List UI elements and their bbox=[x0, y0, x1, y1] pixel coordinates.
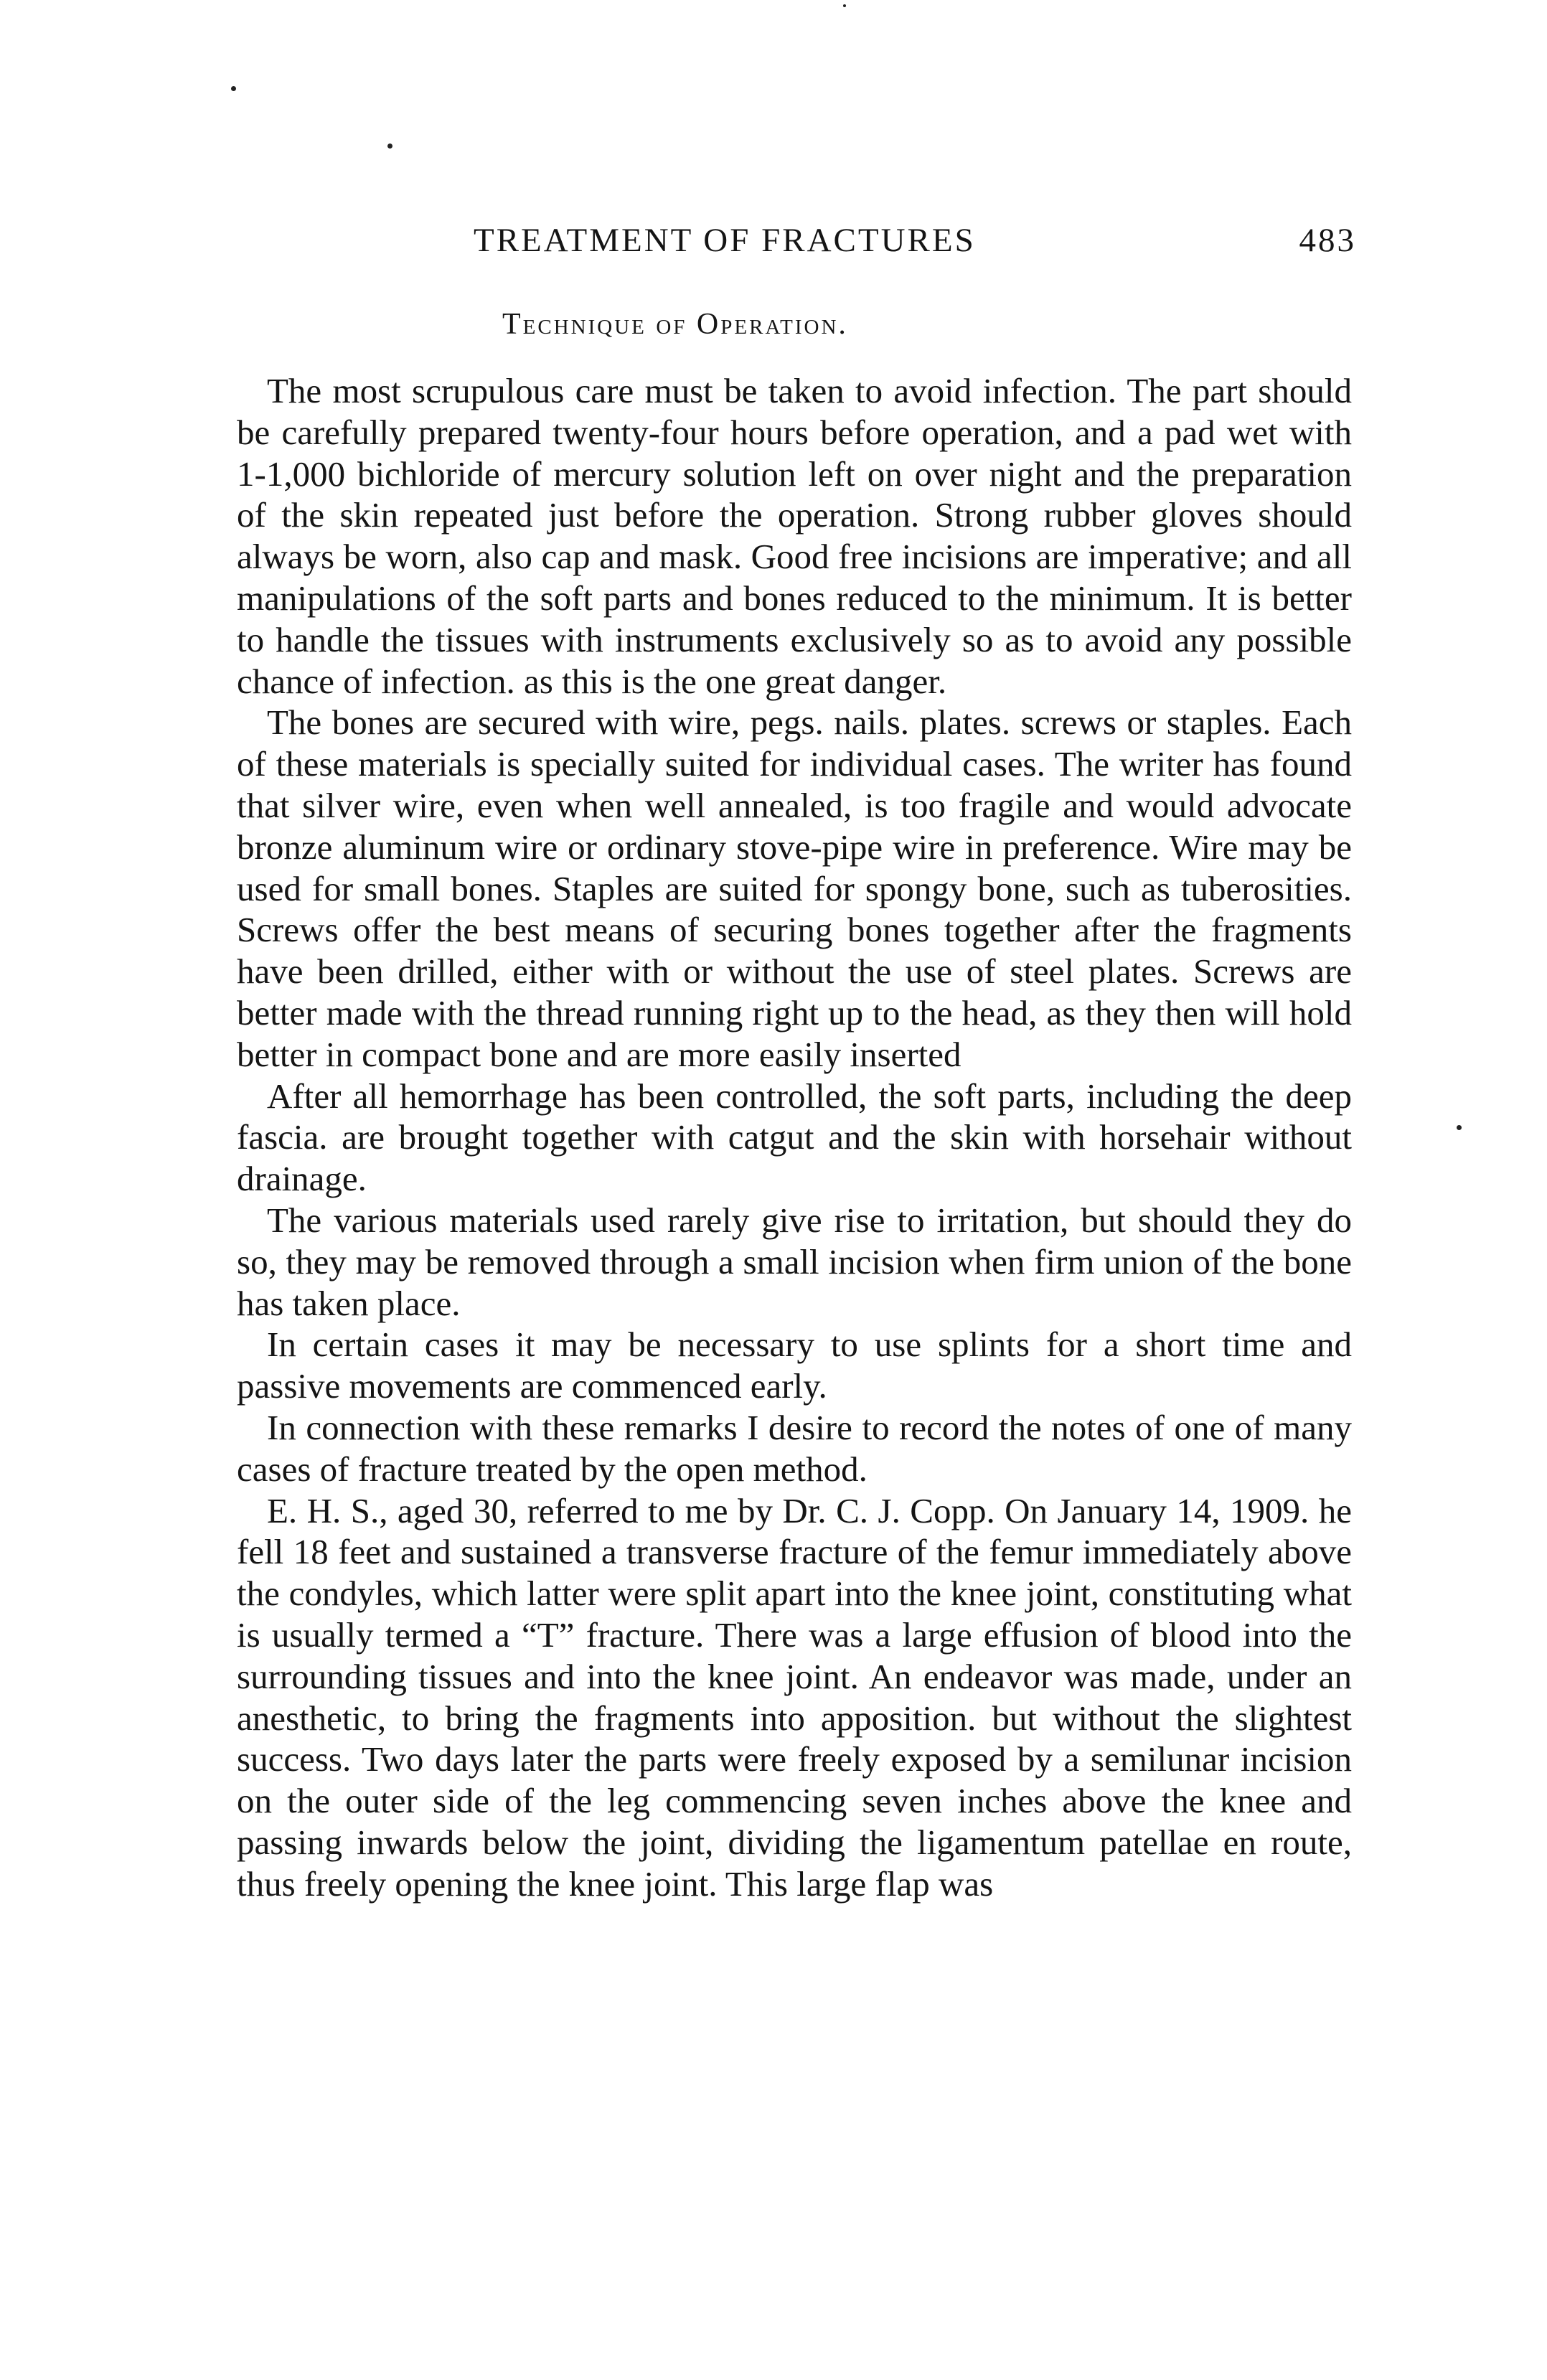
ink-speck bbox=[387, 144, 392, 149]
paragraph: E. H. S., aged 30, referred to me by Dr. C. J. Copp. On January 14, 1909. he fell 18 feet and sustained a transverse fracture of the femur immediately above the condyles, which latter were split apart into the knee joint, constituting what is usually termed a “T” fracture. There was a large effusion of blood into the surrounding tissues and into the knee joint. An endeavor was made, under an anesthetic, to bring the fragments into apposition. but without the slightest success. Two days later the parts were freely exposed by a semilunar incision on the outer side of the leg commencing seven inches above the knee and passing inwards below the joint, dividing the ligamentum patellae en route, thus freely opening the knee joint. This large flap was bbox=[237, 1490, 1352, 1904]
running-head bbox=[237, 221, 1356, 278]
paragraph: After all hemorrhage has been controlled, the soft parts, including the deep fascia. are brought together with catgut and the skin with horsehair without drainage. bbox=[237, 1076, 1352, 1199]
ink-speck bbox=[843, 4, 846, 7]
paragraph: The various materials used rarely give rise to irritation, but should they do so, they may be removed through a small incision when firm union of the bone has taken place. bbox=[237, 1200, 1352, 1323]
paragraph: In connection with these remarks I desire to record the notes of one of many cases of fracture treated by the open method. bbox=[237, 1407, 1352, 1489]
section-heading: Technique of Operation. bbox=[502, 308, 848, 341]
body-text bbox=[237, 370, 1352, 1904]
paragraph: The bones are secured with wire, pegs. nails. plates. screws or staples. Each of these materials is specially suited for individual cases. The writer has found that silver wire, even when well annealed, is too fragile and would advocate bronze aluminum wire or ordinary stove-pipe wire in preference. Wire may be used for small bones. Staples are suited for spongy bone, such as tuberosities. Screws offer the best means of securing bones together after the fragments have been drilled, either with or without the use of steel plates. Screws are better made with the thread running right up to the head, as they then will hold better in compact bone and are more easily inserted bbox=[237, 702, 1352, 1074]
ink-speck bbox=[231, 86, 236, 91]
paragraph: In certain cases it may be necessary to use splints for a short time and passive movements are commenced early. bbox=[237, 1325, 1352, 1406]
running-title: TREATMENT OF FRACTURES bbox=[474, 222, 976, 259]
paragraph: The most scrupulous care must be taken to avoid infection. The part should be carefully prepared twenty-four hours before operation, and a pad wet with 1-1,000 bichloride of mercury solution left on over night and the preparation of the skin repeated just before the operation. Strong rubber gloves should always be worn, also cap and mask. Good free incisions are imperative; and all manipulations of the soft parts and bones reduced to the minimum. It is better to handle the tissues with instruments exclusively so as to avoid any possible chance of infection. as this is the one great danger. bbox=[237, 371, 1352, 701]
ink-speck bbox=[1457, 1125, 1462, 1130]
page-number: 483 bbox=[1299, 222, 1356, 259]
